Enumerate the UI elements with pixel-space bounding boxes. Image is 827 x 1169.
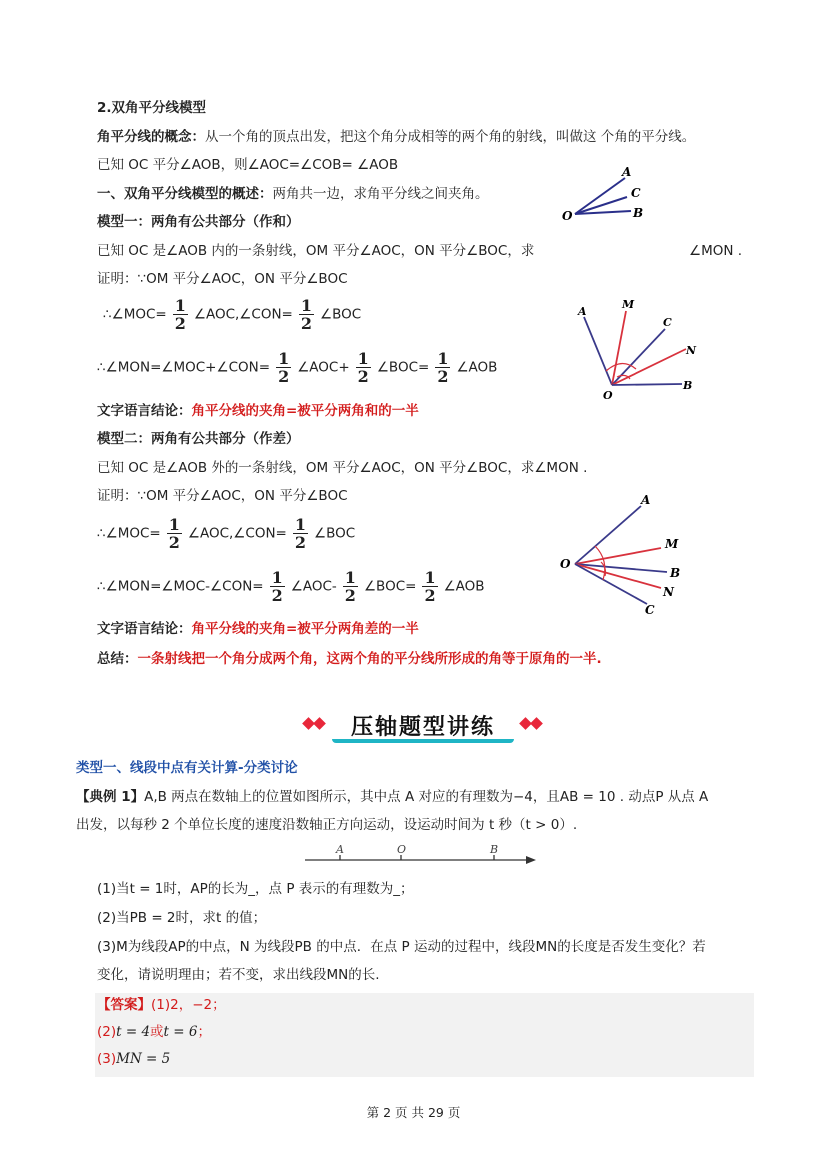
m1-conclusion-text: 角平分线的夹角=被平分两角和的一半 <box>191 403 419 419</box>
label-o: O <box>397 843 407 856</box>
figure-model2 <box>555 488 695 620</box>
m1l1-c: ∠BOC <box>320 306 362 323</box>
ray-ob <box>612 384 682 385</box>
question-1: (1)当t = 1时，AP的长为_，点 P 表示的有理数为_； <box>97 881 414 897</box>
m2-conclusion-label: 文字语言结论： <box>97 621 192 637</box>
answer-2-prefix: (2) <box>97 1024 117 1040</box>
answer-3-prefix: (3) <box>97 1051 117 1067</box>
concept-line <box>97 128 695 146</box>
ray-om <box>575 548 661 564</box>
m1-conclusion-label: 文字语言结论： <box>97 403 192 419</box>
m1l2-a: ∴∠MON=∠MOC+∠CON= <box>97 359 271 376</box>
fraction: $\frac{1}{2}$ <box>357 349 369 386</box>
label-b: B <box>670 566 681 580</box>
fraction: $\frac{1}{2}$ <box>271 568 283 605</box>
label-n: N <box>663 585 674 599</box>
label-o: O <box>603 389 613 402</box>
answer-line1 <box>97 996 226 1014</box>
label-c: C <box>663 316 672 329</box>
model1-conclusion <box>97 402 419 420</box>
answer-3-math: MN = 5 <box>116 1051 171 1067</box>
type1-title: 类型一、线段中点有关计算-分类讨论 <box>76 760 298 776</box>
ray-oc <box>612 329 665 385</box>
label-a: A <box>336 843 344 856</box>
overview-line <box>97 185 489 203</box>
example-label: 【典例 1】 <box>76 789 145 805</box>
overview-label: 一、双角平分线模型的概述： <box>97 186 273 202</box>
section-title: 2.双角平分线模型 <box>97 100 207 116</box>
label-m: M <box>665 537 679 551</box>
m2l1-b: ∠AOC,∠CON= <box>187 525 287 542</box>
question-3a: (3)M为线段AP的中点，N 为线段PB 的中点．在点 P 运动的过程中，线段MN的长度是否发生变化？若 <box>97 939 706 955</box>
ray-on <box>612 349 686 385</box>
answer-1: (1)2，−2； <box>151 997 226 1013</box>
m2l2-a: ∴∠MON=∠MOC-∠CON= <box>97 578 264 595</box>
label-a: A <box>578 305 587 318</box>
label-m: M <box>622 298 635 311</box>
label-a: A <box>641 493 651 507</box>
diamond-icon <box>313 717 326 730</box>
figure-angle-bisector <box>555 163 665 225</box>
label-n: N <box>686 344 697 357</box>
model2-line2 <box>97 569 485 611</box>
label-b: B <box>490 843 499 856</box>
model1-given-tail: ∠MON . <box>689 243 743 259</box>
label-a: A <box>622 165 632 179</box>
answer-line3 <box>97 1050 170 1068</box>
question-2: (2)当PB = 2时，求t 的值； <box>97 910 267 926</box>
model2-line1 <box>97 516 355 558</box>
m1l1-a: ∴∠MOC= <box>103 306 167 323</box>
ray-om <box>612 311 626 385</box>
model1-title: 模型一：两角有公共部分（作和） <box>97 214 300 230</box>
m2-conclusion-text: 角平分线的夹角=被平分两角差的一半 <box>191 621 419 637</box>
ray-oa <box>575 178 625 214</box>
m2l2-c: ∠BOC= <box>363 578 417 595</box>
m1l1-b: ∠AOC,∠CON= <box>193 306 293 323</box>
label-o: O <box>560 557 571 571</box>
section-banner <box>300 707 546 741</box>
figure-model1 <box>570 293 710 403</box>
fraction: $\frac{1}{2}$ <box>278 349 290 386</box>
diamond-icon <box>530 717 543 730</box>
answer-2-math2: t = 6 <box>163 1024 198 1040</box>
known-bisector: 已知 OC 平分∠AOB，则∠AOC=∠COB= ∠AOB <box>97 157 399 173</box>
m1l2-c: ∠BOC= <box>376 359 430 376</box>
fraction: $\frac{1}{2}$ <box>174 296 186 333</box>
example-text-a: A,B 两点在数轴上的位置如图所示，其中点 A 对应的有理数为−4，且AB = 10 . 动点P 从点 A <box>144 789 709 805</box>
m2l2-b: ∠AOC- <box>290 578 337 595</box>
fraction: $\frac{1}{2}$ <box>424 568 436 605</box>
m1l2-d: ∠AOB <box>456 359 498 376</box>
fraction: $\frac{1}{2}$ <box>294 515 306 552</box>
model1-proof: 证明：∵OM 平分∠AOC，ON 平分∠BOC <box>97 271 348 287</box>
label-b: B <box>633 206 644 220</box>
label-b: B <box>683 379 693 392</box>
answer-label: 【答案】 <box>97 997 151 1013</box>
model2-conclusion <box>97 620 419 638</box>
label-c: C <box>631 186 641 200</box>
ray-oa <box>584 317 612 385</box>
concept-label: 角平分线的概念： <box>97 129 205 145</box>
m2l2-d: ∠AOB <box>443 578 485 595</box>
answer-line2 <box>97 1023 211 1041</box>
summary <box>97 650 602 668</box>
model2-proof: 证明：∵OM 平分∠AOC，ON 平分∠BOC <box>97 488 348 504</box>
banner-text: 压轴题型讲练 <box>350 715 495 740</box>
answer-2-or: 或 <box>150 1024 164 1040</box>
model1-line1 <box>103 297 361 339</box>
question-3b: 变化，请说明理由；若不变，求出线段MN的长. <box>97 967 380 983</box>
fraction: $\frac{1}{2}$ <box>168 515 180 552</box>
model2-given: 已知 OC 是∠AOB 外的一条射线，OM 平分∠AOC，ON 平分∠BOC，求∠MON . <box>97 460 588 476</box>
fraction: $\frac{1}{2}$ <box>344 568 356 605</box>
label-c: C <box>645 603 655 617</box>
number-line <box>300 838 540 868</box>
m2l1-c: ∠BOC <box>314 525 356 542</box>
ray-oa <box>575 506 641 564</box>
m2l1-a: ∴∠MOC= <box>97 525 161 542</box>
summary-text: 一条射线把一个角分成两个角，这两个角的平分线所形成的角等于原角的一半. <box>137 651 602 667</box>
overview-text: 两角共一边，求角平分线之间夹角。 <box>272 186 489 202</box>
fraction: $\frac{1}{2}$ <box>437 349 449 386</box>
label-o: O <box>562 209 573 223</box>
m1l2-b: ∠AOC+ <box>297 359 350 376</box>
model1-given: 已知 OC 是∠AOB 内的一条射线，OM 平分∠AOC，ON 平分∠BOC，求 <box>97 243 535 259</box>
answer-2-end: ； <box>197 1024 211 1040</box>
arrow-icon <box>526 856 536 864</box>
example-line1 <box>76 788 708 806</box>
model1-line2 <box>97 350 497 392</box>
fraction: $\frac{1}{2}$ <box>300 296 312 333</box>
answer-2-math1: t = 4 <box>116 1024 151 1040</box>
page-footer: 第 2 页 共 29 页 <box>366 1105 461 1120</box>
example-line2: 出发，以每秒 2 个单位长度的速度沿数轴正方向运动，设运动时间为 t 秒（t > 0）. <box>76 817 578 833</box>
summary-label: 总结： <box>97 651 138 667</box>
model2-title: 模型二：两角有公共部分（作差） <box>97 431 300 447</box>
concept-text: 从一个角的顶点出发，把这个角分成相等的两个角的射线，叫做这 个角的平分线。 <box>205 129 696 145</box>
